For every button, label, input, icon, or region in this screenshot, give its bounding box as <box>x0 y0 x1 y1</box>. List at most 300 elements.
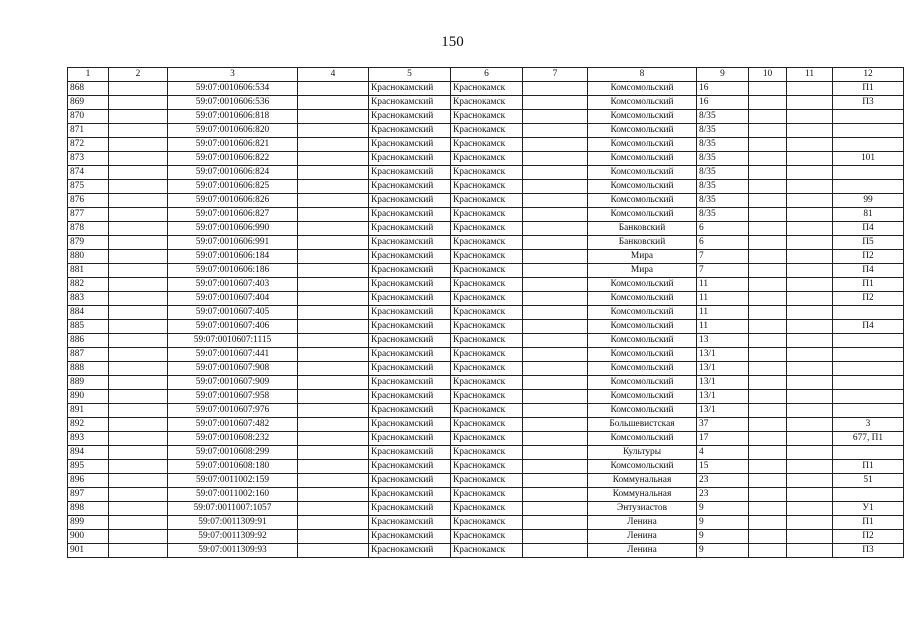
premises-number <box>833 362 904 376</box>
city-name: Краснокамск <box>451 166 523 180</box>
house-number: 13/1 <box>697 390 749 404</box>
cell-col-11 <box>787 432 833 446</box>
cell-col-2 <box>109 96 168 110</box>
street-name: Комсомольский <box>588 208 697 222</box>
premises-number <box>833 138 904 152</box>
table-row <box>68 334 904 348</box>
cell-col-10 <box>749 474 787 488</box>
cell-col-7 <box>523 404 588 418</box>
district-name: Краснокамский <box>369 334 451 348</box>
district-name: Краснокамский <box>369 446 451 460</box>
city-name: Краснокамск <box>451 292 523 306</box>
premises-number: П3 <box>833 544 904 558</box>
cell-col-10 <box>749 124 787 138</box>
row-number: 881 <box>68 264 109 278</box>
cell-col-10 <box>749 516 787 530</box>
cell-col-7 <box>523 362 588 376</box>
cadastral-number: 59:07:0010606:536 <box>168 96 298 110</box>
row-number: 891 <box>68 404 109 418</box>
house-number: 9 <box>697 502 749 516</box>
cell-col-4 <box>298 432 369 446</box>
table-row <box>68 82 904 96</box>
house-number: 6 <box>697 222 749 236</box>
cadastral-number: 59:07:0010606:184 <box>168 250 298 264</box>
cell-col-2 <box>109 488 168 502</box>
district-name: Краснокамский <box>369 376 451 390</box>
row-number: 889 <box>68 376 109 390</box>
cell-col-4 <box>298 152 369 166</box>
cadastral-number: 59:07:0010607:976 <box>168 404 298 418</box>
house-number: 8/35 <box>697 110 749 124</box>
table-row <box>68 502 904 516</box>
cell-col-7 <box>523 166 588 180</box>
city-name: Краснокамск <box>451 96 523 110</box>
cell-col-4 <box>298 166 369 180</box>
cell-col-4 <box>298 390 369 404</box>
premises-number: 81 <box>833 208 904 222</box>
district-name: Краснокамский <box>369 390 451 404</box>
row-number: 877 <box>68 208 109 222</box>
cell-col-10 <box>749 334 787 348</box>
cadastral-number: 59:07:0010608:232 <box>168 432 298 446</box>
cell-col-11 <box>787 390 833 404</box>
row-number: 880 <box>68 250 109 264</box>
cadastral-number: 59:07:0010606:824 <box>168 166 298 180</box>
city-name: Краснокамск <box>451 152 523 166</box>
cell-col-11 <box>787 152 833 166</box>
table-row <box>68 180 904 194</box>
row-number: 899 <box>68 516 109 530</box>
street-name: Комсомольский <box>588 432 697 446</box>
house-number: 9 <box>697 530 749 544</box>
cell-col-4 <box>298 194 369 208</box>
row-number: 894 <box>68 446 109 460</box>
cell-col-2 <box>109 362 168 376</box>
cell-col-2 <box>109 82 168 96</box>
premises-number: 3 <box>833 418 904 432</box>
cadastral-number: 59:07:0010607:1115 <box>168 334 298 348</box>
cell-col-7 <box>523 82 588 96</box>
table-row <box>68 96 904 110</box>
district-name: Краснокамский <box>369 502 451 516</box>
cell-col-2 <box>109 530 168 544</box>
table-row <box>68 110 904 124</box>
table-row <box>68 390 904 404</box>
cell-col-11 <box>787 376 833 390</box>
cadastral-number: 59:07:0010608:299 <box>168 446 298 460</box>
row-number: 879 <box>68 236 109 250</box>
premises-number: 101 <box>833 152 904 166</box>
cell-col-4 <box>298 250 369 264</box>
cell-col-7 <box>523 320 588 334</box>
cell-col-7 <box>523 250 588 264</box>
house-number: 11 <box>697 278 749 292</box>
column-header: 11 <box>787 68 833 82</box>
street-name: Комсомольский <box>588 194 697 208</box>
cell-col-11 <box>787 362 833 376</box>
cell-col-11 <box>787 138 833 152</box>
cell-col-4 <box>298 502 369 516</box>
city-name: Краснокамск <box>451 124 523 138</box>
row-number: 885 <box>68 320 109 334</box>
row-number: 873 <box>68 152 109 166</box>
district-name: Краснокамский <box>369 432 451 446</box>
street-name: Ленина <box>588 530 697 544</box>
district-name: Краснокамский <box>369 96 451 110</box>
street-name: Комсомольский <box>588 110 697 124</box>
cell-col-10 <box>749 418 787 432</box>
cell-col-7 <box>523 292 588 306</box>
street-name: Комсомольский <box>588 362 697 376</box>
cell-col-4 <box>298 320 369 334</box>
cell-col-4 <box>298 236 369 250</box>
cell-col-10 <box>749 376 787 390</box>
cell-col-2 <box>109 152 168 166</box>
cell-col-10 <box>749 264 787 278</box>
column-header: 3 <box>168 68 298 82</box>
district-name: Краснокамский <box>369 306 451 320</box>
property-registry-table <box>67 67 904 558</box>
cell-col-7 <box>523 264 588 278</box>
column-header: 8 <box>588 68 697 82</box>
row-number: 875 <box>68 180 109 194</box>
district-name: Краснокамский <box>369 516 451 530</box>
premises-number: П1 <box>833 278 904 292</box>
cell-col-10 <box>749 166 787 180</box>
cell-col-11 <box>787 180 833 194</box>
premises-number <box>833 180 904 194</box>
premises-number: У1 <box>833 502 904 516</box>
column-header: 12 <box>833 68 904 82</box>
city-name: Краснокамск <box>451 446 523 460</box>
cell-col-10 <box>749 432 787 446</box>
district-name: Краснокамский <box>369 362 451 376</box>
cadastral-number: 59:07:0010607:404 <box>168 292 298 306</box>
cell-col-2 <box>109 516 168 530</box>
cell-col-10 <box>749 502 787 516</box>
city-name: Краснокамск <box>451 404 523 418</box>
premises-number: П2 <box>833 292 904 306</box>
cell-col-4 <box>298 446 369 460</box>
cell-col-11 <box>787 110 833 124</box>
city-name: Краснокамск <box>451 138 523 152</box>
cell-col-2 <box>109 348 168 362</box>
cell-col-10 <box>749 488 787 502</box>
cell-col-10 <box>749 152 787 166</box>
premises-number <box>833 348 904 362</box>
cell-col-7 <box>523 530 588 544</box>
house-number: 16 <box>697 82 749 96</box>
column-header: 5 <box>369 68 451 82</box>
cadastral-number: 59:07:0010607:909 <box>168 376 298 390</box>
row-number: 896 <box>68 474 109 488</box>
premises-number: 51 <box>833 474 904 488</box>
cell-col-4 <box>298 208 369 222</box>
cell-col-7 <box>523 110 588 124</box>
cell-col-2 <box>109 236 168 250</box>
row-number: 895 <box>68 460 109 474</box>
premises-number: П1 <box>833 516 904 530</box>
table-row <box>68 236 904 250</box>
table-row <box>68 530 904 544</box>
cadastral-number: 59:07:0010606:186 <box>168 264 298 278</box>
house-number: 7 <box>697 250 749 264</box>
cell-col-4 <box>298 292 369 306</box>
house-number: 8/35 <box>697 166 749 180</box>
city-name: Краснокамск <box>451 236 523 250</box>
row-number: 882 <box>68 278 109 292</box>
house-number: 17 <box>697 432 749 446</box>
row-number: 892 <box>68 418 109 432</box>
street-name: Комсомольский <box>588 306 697 320</box>
city-name: Краснокамск <box>451 278 523 292</box>
city-name: Краснокамск <box>451 348 523 362</box>
cadastral-number: 59:07:0011309:91 <box>168 516 298 530</box>
house-number: 8/35 <box>697 138 749 152</box>
house-number: 37 <box>697 418 749 432</box>
cell-col-11 <box>787 488 833 502</box>
cell-col-7 <box>523 194 588 208</box>
table-row <box>68 376 904 390</box>
cell-col-10 <box>749 530 787 544</box>
district-name: Краснокамский <box>369 250 451 264</box>
table-row <box>68 488 904 502</box>
table-body <box>68 82 904 558</box>
cell-col-4 <box>298 474 369 488</box>
cell-col-11 <box>787 194 833 208</box>
cell-col-11 <box>787 82 833 96</box>
district-name: Краснокамский <box>369 278 451 292</box>
city-name: Краснокамск <box>451 208 523 222</box>
page-number: 150 <box>441 34 464 50</box>
cell-col-2 <box>109 222 168 236</box>
house-number: 8/35 <box>697 194 749 208</box>
city-name: Краснокамск <box>451 362 523 376</box>
cell-col-7 <box>523 138 588 152</box>
district-name: Краснокамский <box>369 474 451 488</box>
cell-col-4 <box>298 362 369 376</box>
city-name: Краснокамск <box>451 222 523 236</box>
cell-col-4 <box>298 488 369 502</box>
cell-col-2 <box>109 250 168 264</box>
cell-col-10 <box>749 320 787 334</box>
premises-number <box>833 124 904 138</box>
table-row <box>68 460 904 474</box>
district-name: Краснокамский <box>369 460 451 474</box>
house-number: 13/1 <box>697 376 749 390</box>
cell-col-4 <box>298 530 369 544</box>
house-number: 8/35 <box>697 180 749 194</box>
cell-col-10 <box>749 348 787 362</box>
street-name: Энтузиастов <box>588 502 697 516</box>
district-name: Краснокамский <box>369 404 451 418</box>
house-number: 9 <box>697 516 749 530</box>
cell-col-2 <box>109 306 168 320</box>
street-name: Мира <box>588 264 697 278</box>
table-row <box>68 138 904 152</box>
cell-col-11 <box>787 208 833 222</box>
city-name: Краснокамск <box>451 82 523 96</box>
cell-col-2 <box>109 208 168 222</box>
premises-number <box>833 446 904 460</box>
cell-col-2 <box>109 404 168 418</box>
cadastral-number: 59:07:0010607:406 <box>168 320 298 334</box>
house-number: 8/35 <box>697 124 749 138</box>
cell-col-2 <box>109 390 168 404</box>
cell-col-4 <box>298 138 369 152</box>
cell-col-11 <box>787 446 833 460</box>
table-row <box>68 124 904 138</box>
row-number: 886 <box>68 334 109 348</box>
premises-number: П4 <box>833 222 904 236</box>
cell-col-11 <box>787 516 833 530</box>
cell-col-4 <box>298 82 369 96</box>
table-row <box>68 404 904 418</box>
cell-col-7 <box>523 96 588 110</box>
street-name: Банковский <box>588 222 697 236</box>
district-name: Краснокамский <box>369 418 451 432</box>
cadastral-number: 59:07:0010607:403 <box>168 278 298 292</box>
cell-col-4 <box>298 96 369 110</box>
premises-number: П4 <box>833 264 904 278</box>
cell-col-2 <box>109 460 168 474</box>
street-name: Коммунальная <box>588 488 697 502</box>
premises-number: П1 <box>833 82 904 96</box>
cell-col-7 <box>523 236 588 250</box>
row-number: 887 <box>68 348 109 362</box>
cell-col-11 <box>787 348 833 362</box>
table-row <box>68 278 904 292</box>
city-name: Краснокамск <box>451 180 523 194</box>
table-row <box>68 432 904 446</box>
cell-col-4 <box>298 124 369 138</box>
street-name: Комсомольский <box>588 320 697 334</box>
cell-col-10 <box>749 110 787 124</box>
district-name: Краснокамский <box>369 82 451 96</box>
cell-col-7 <box>523 278 588 292</box>
cell-col-11 <box>787 404 833 418</box>
cell-col-10 <box>749 404 787 418</box>
cadastral-number: 59:07:0010606:825 <box>168 180 298 194</box>
cell-col-11 <box>787 96 833 110</box>
street-name: Мира <box>588 250 697 264</box>
house-number: 11 <box>697 320 749 334</box>
city-name: Краснокамск <box>451 474 523 488</box>
cell-col-7 <box>523 446 588 460</box>
cell-col-4 <box>298 264 369 278</box>
street-name: Комсомольский <box>588 334 697 348</box>
premises-number: 99 <box>833 194 904 208</box>
table-row <box>68 306 904 320</box>
table-row <box>68 222 904 236</box>
street-name: Комсомольский <box>588 138 697 152</box>
house-number: 4 <box>697 446 749 460</box>
cell-col-10 <box>749 82 787 96</box>
cell-col-10 <box>749 362 787 376</box>
cadastral-number: 59:07:0010606:820 <box>168 124 298 138</box>
cadastral-number: 59:07:0010607:908 <box>168 362 298 376</box>
cell-col-2 <box>109 110 168 124</box>
cadastral-number: 59:07:0011002:160 <box>168 488 298 502</box>
cadastral-number: 59:07:0010606:821 <box>168 138 298 152</box>
premises-number <box>833 110 904 124</box>
cell-col-2 <box>109 544 168 558</box>
district-name: Краснокамский <box>369 222 451 236</box>
premises-number: П2 <box>833 530 904 544</box>
cell-col-4 <box>298 278 369 292</box>
cell-col-2 <box>109 180 168 194</box>
cell-col-11 <box>787 530 833 544</box>
city-name: Краснокамск <box>451 376 523 390</box>
row-number: 890 <box>68 390 109 404</box>
cell-col-7 <box>523 334 588 348</box>
cell-col-4 <box>298 544 369 558</box>
house-number: 15 <box>697 460 749 474</box>
cell-col-7 <box>523 474 588 488</box>
house-number: 13/1 <box>697 404 749 418</box>
row-number: 898 <box>68 502 109 516</box>
table-row <box>68 474 904 488</box>
cell-col-2 <box>109 446 168 460</box>
cell-col-7 <box>523 390 588 404</box>
cell-col-10 <box>749 278 787 292</box>
cell-col-10 <box>749 180 787 194</box>
cell-col-2 <box>109 166 168 180</box>
cell-col-7 <box>523 488 588 502</box>
row-number: 869 <box>68 96 109 110</box>
cell-col-7 <box>523 544 588 558</box>
row-number: 878 <box>68 222 109 236</box>
cell-col-4 <box>298 516 369 530</box>
street-name: Комсомольский <box>588 348 697 362</box>
district-name: Краснокамский <box>369 236 451 250</box>
cadastral-number: 59:07:0010606:827 <box>168 208 298 222</box>
row-number: 870 <box>68 110 109 124</box>
district-name: Краснокамский <box>369 530 451 544</box>
cell-col-7 <box>523 208 588 222</box>
cell-col-7 <box>523 432 588 446</box>
cadastral-number: 59:07:0011309:93 <box>168 544 298 558</box>
street-name: Комсомольский <box>588 166 697 180</box>
premises-number: П4 <box>833 320 904 334</box>
table-row <box>68 362 904 376</box>
cell-col-7 <box>523 152 588 166</box>
cell-col-7 <box>523 460 588 474</box>
house-number: 6 <box>697 236 749 250</box>
row-number: 874 <box>68 166 109 180</box>
cell-col-2 <box>109 376 168 390</box>
column-header: 4 <box>298 68 369 82</box>
cell-col-4 <box>298 180 369 194</box>
street-name: Комсомольский <box>588 96 697 110</box>
premises-number <box>833 488 904 502</box>
district-name: Краснокамский <box>369 208 451 222</box>
cell-col-10 <box>749 222 787 236</box>
cell-col-7 <box>523 222 588 236</box>
cell-col-2 <box>109 502 168 516</box>
city-name: Краснокамск <box>451 544 523 558</box>
cell-col-4 <box>298 376 369 390</box>
city-name: Краснокамск <box>451 432 523 446</box>
cell-col-11 <box>787 236 833 250</box>
row-number: 876 <box>68 194 109 208</box>
house-number: 16 <box>697 96 749 110</box>
premises-number <box>833 334 904 348</box>
cell-col-10 <box>749 208 787 222</box>
premises-number: П1 <box>833 460 904 474</box>
city-name: Краснокамск <box>451 418 523 432</box>
cell-col-10 <box>749 460 787 474</box>
